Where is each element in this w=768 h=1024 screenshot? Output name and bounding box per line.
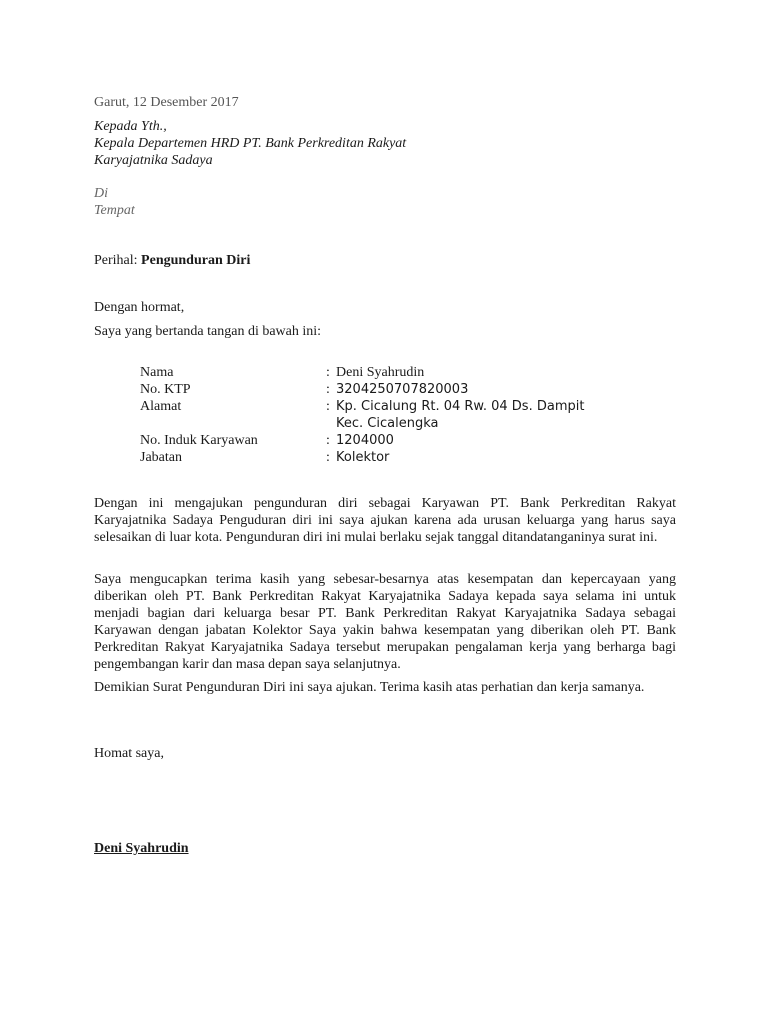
subject-line xyxy=(94,252,676,269)
identity-table xyxy=(140,364,660,466)
identity-colon: : xyxy=(326,433,330,448)
body-paragraph: Saya mengucapkan terima kasih yang sebesar-besarnya atas kesempatan dan kepercayaan yang diberikan oleh PT. Bank Perkreditan Rakyat Karyajatnika Sadaya kepada saya selama ini untuk menjadi bagian dari keluarga besar PT. Bank Perkreditan Rakyat Karyajatnika Sadaya sebagai Karyawan dengan jabatan Kolektor Saya yakin bahwa kesempatan yang diberikan oleh PT. Bank Perkreditan Rakyat Karyajatnika Sadaya tersebut merupakan pengalaman kerja yang berharga bagi pengembangan karir dan masa depan saya selanjutnya. xyxy=(94,572,676,672)
identity-colon: : xyxy=(326,399,330,414)
place-tempat: Tempat xyxy=(94,203,135,218)
identity-row-nama xyxy=(140,364,660,381)
address-line-2: Kec. Cicalengka xyxy=(336,416,439,431)
intro-line: Saya yang bertanda tangan di bawah ini: xyxy=(94,324,322,339)
identity-label: No. KTP xyxy=(140,382,191,397)
identity-row-alamat xyxy=(140,398,660,432)
identity-colon: : xyxy=(326,382,330,397)
body-paragraph: Dengan ini mengajukan pengunduran diri sebagai Karyawan PT. Bank Perkreditan Rakyat Karyajatnika Sadaya Penguduran diri ini saya ajukan karena ada urusan keluarga yang harus saya selesaikan di luar kota. Pengunduran diri ini mulai berlaku sejak tanggal ditandatanganinya surat ini. xyxy=(94,496,676,545)
body-paragraph: Demikian Surat Pengunduran Diri ini saya ajukan. Terima kasih atas perhatian dan kerja samanya. xyxy=(94,680,645,695)
subject-value: Pengunduran Diri xyxy=(141,253,251,268)
identity-value: Deni Syahrudin xyxy=(336,365,425,380)
recipient-block xyxy=(94,118,676,169)
identity-row-nik xyxy=(140,432,660,449)
identity-value: 1204000 xyxy=(336,433,394,448)
identity-label: No. Induk Karyawan xyxy=(140,433,258,448)
identity-label: Jabatan xyxy=(140,450,182,465)
letter-date: Garut, 12 Desember 2017 xyxy=(94,95,239,110)
place-block xyxy=(94,185,676,219)
identity-colon: : xyxy=(326,450,330,465)
identity-value xyxy=(336,398,660,432)
recipient-department: Kepala Departemen HRD PT. Bank Perkreditan Rakyat xyxy=(94,136,407,151)
place-di: Di xyxy=(94,186,108,201)
recipient-salutation: Kepada Yth., xyxy=(94,119,167,134)
address-line-1: Kp. Cicalung Rt. 04 Rw. 04 Ds. Dampit xyxy=(336,399,585,414)
identity-colon: : xyxy=(326,365,330,380)
closing-line: Homat saya, xyxy=(94,746,164,761)
recipient-company: Karyajatnika Sadaya xyxy=(94,153,213,168)
identity-row-ktp xyxy=(140,381,660,398)
identity-value: 3204250707820003 xyxy=(336,382,469,397)
subject-label: Perihal: xyxy=(94,253,138,268)
greeting: Dengan hormat, xyxy=(94,300,185,315)
identity-label: Alamat xyxy=(140,399,182,414)
signature-name: Deni Syahrudin xyxy=(94,841,189,856)
identity-row-jabatan xyxy=(140,449,660,466)
identity-value: Kolektor xyxy=(336,450,390,465)
identity-label: Nama xyxy=(140,365,174,380)
